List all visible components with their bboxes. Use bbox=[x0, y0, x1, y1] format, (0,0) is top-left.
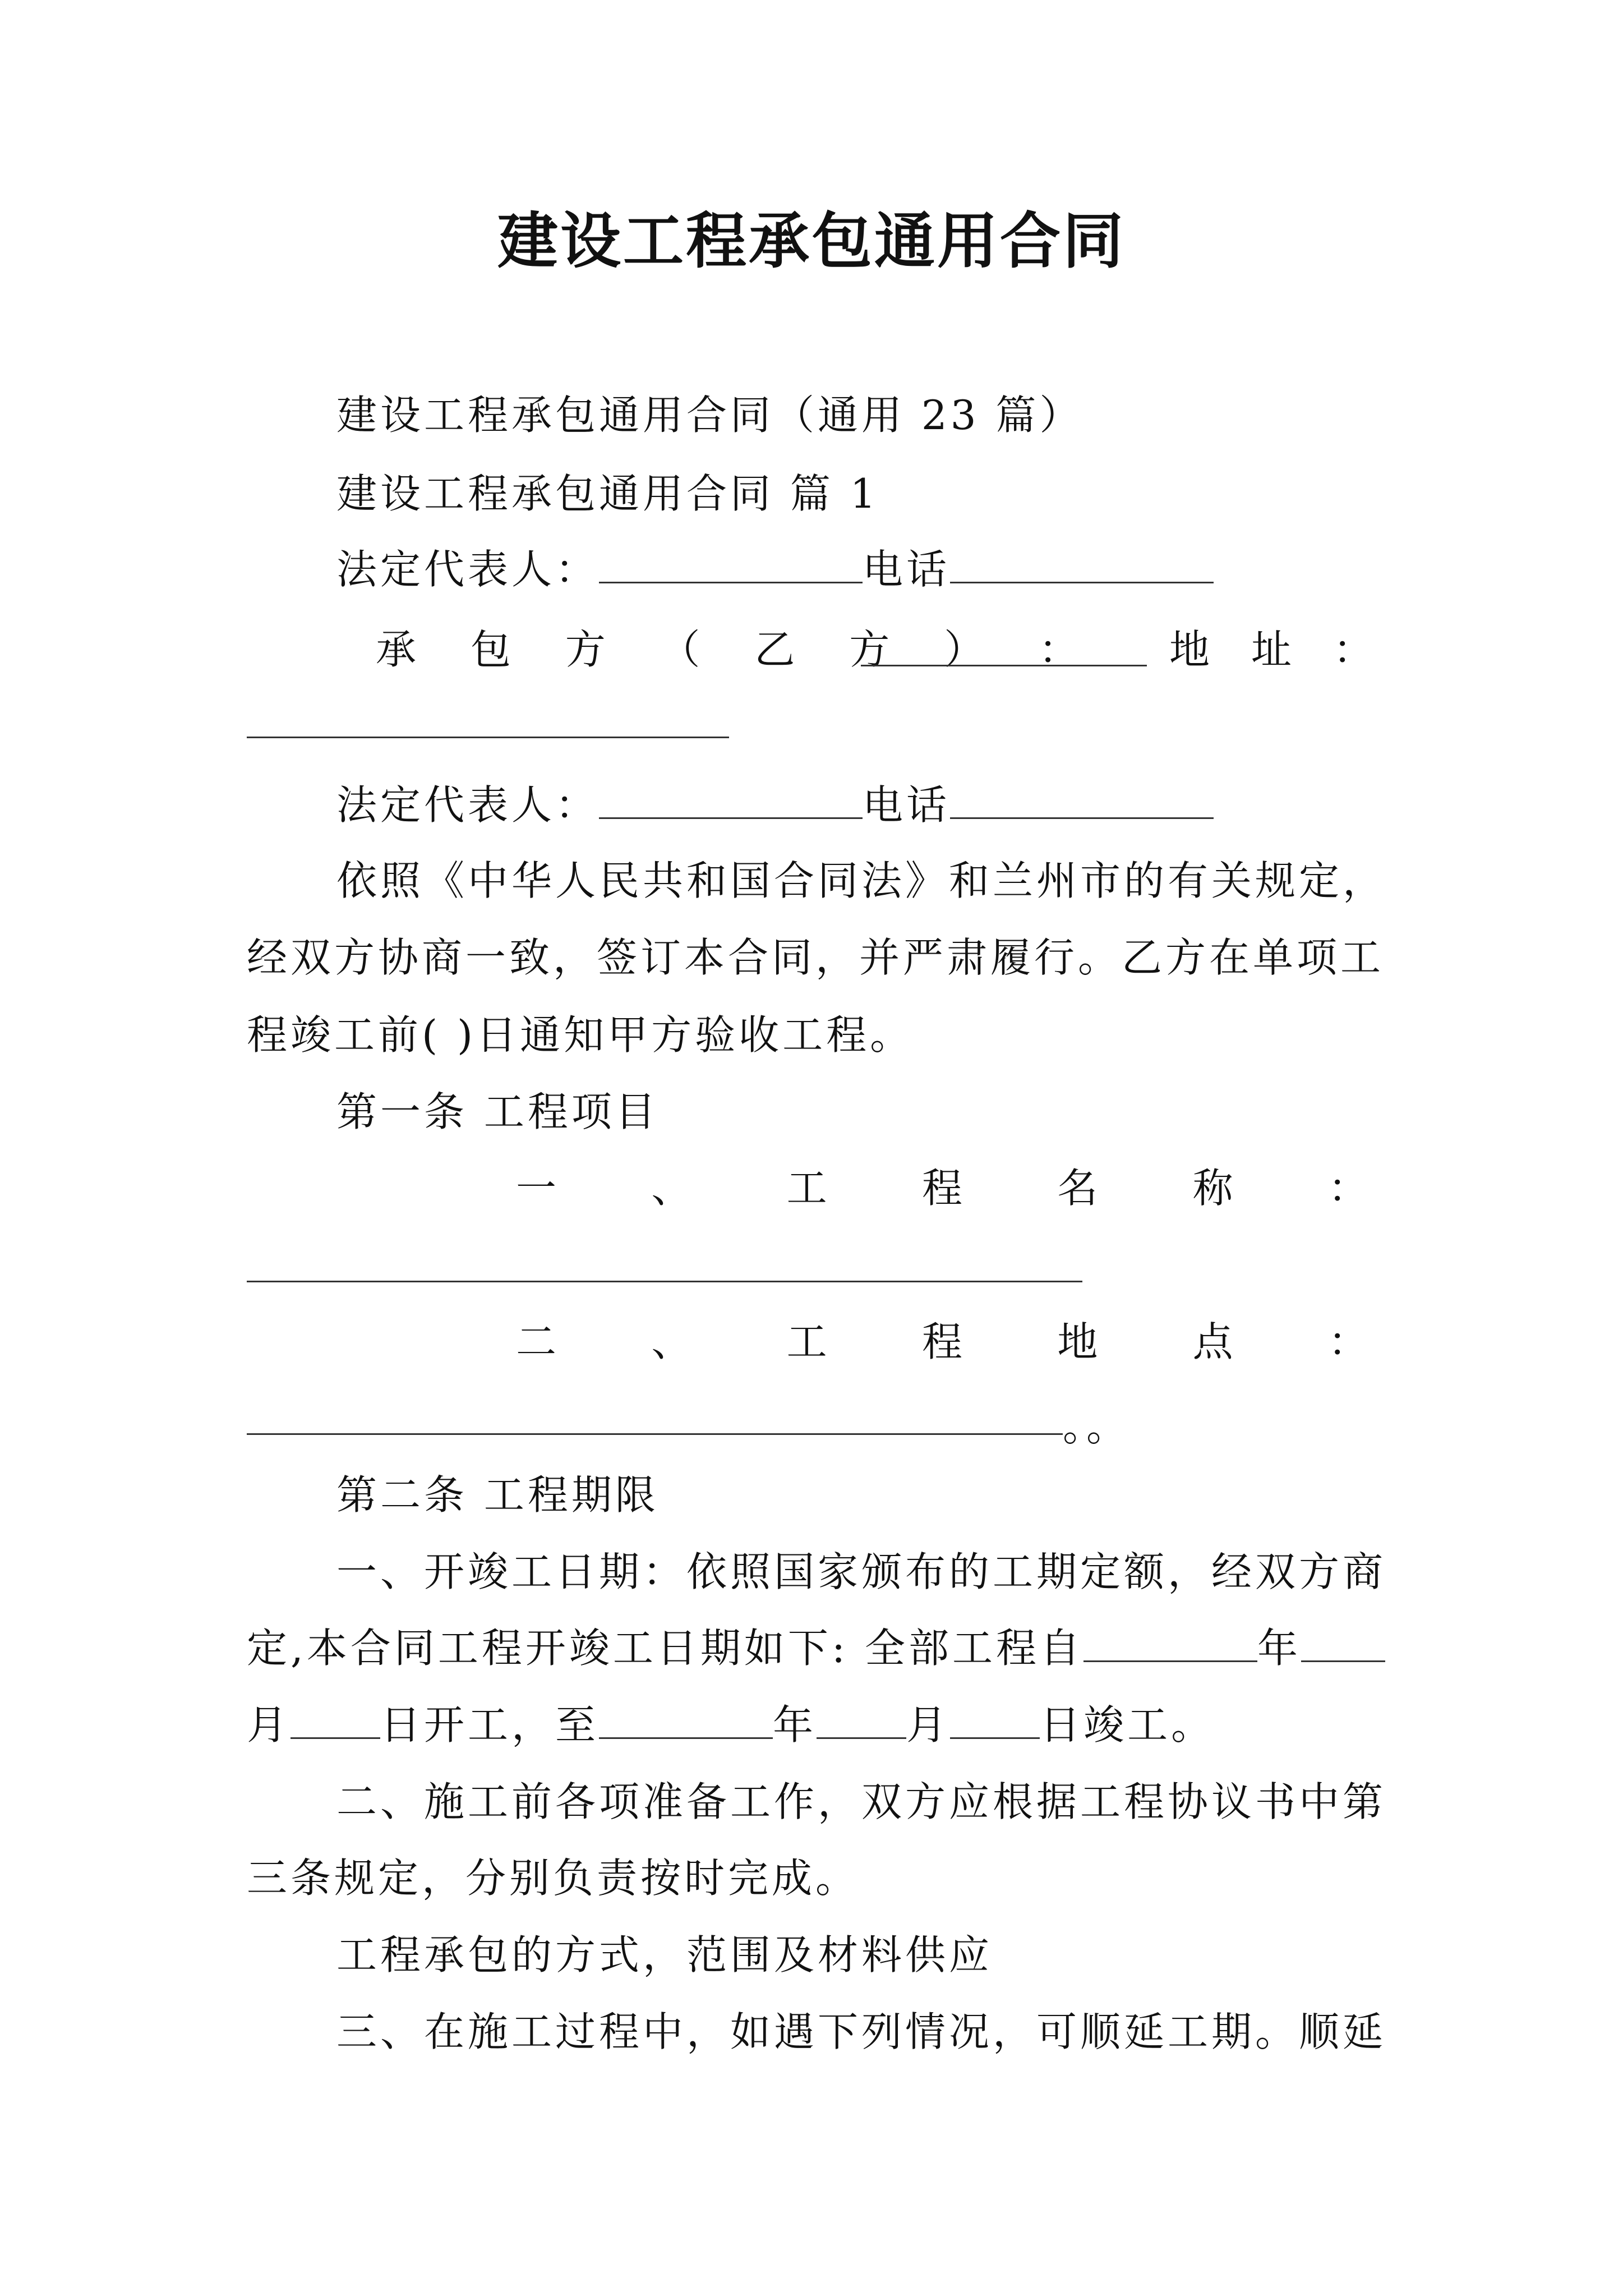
end-day-blank[interactable] bbox=[950, 1698, 1040, 1739]
project-location-label: 二 、 工 程 地 点 ： bbox=[516, 1318, 1368, 1365]
paragraph-3-line-2: 三条规定，分别负责按时完成。 bbox=[247, 1855, 860, 1902]
project-location-blank[interactable] bbox=[247, 1433, 1063, 1435]
address-blank[interactable] bbox=[247, 737, 729, 738]
end-year-blank[interactable] bbox=[599, 1698, 773, 1739]
article-1-heading: 第一条 工程项目 bbox=[336, 1088, 659, 1135]
location-tail: 。。 bbox=[1063, 1403, 1131, 1450]
part-heading: 建设工程承包通用合同 篇 1 bbox=[336, 470, 879, 517]
contractor-label: 承 包 方 （ 乙 方 ） ： bbox=[376, 626, 1082, 673]
scope-heading: 工程承包的方式，范围及材料供应 bbox=[336, 1931, 993, 1978]
paragraph-3-line-1: 二、施工前各项准备工作，双方应根据工程协议书中第 bbox=[336, 1778, 1387, 1825]
representative-blank[interactable] bbox=[599, 778, 863, 819]
document-title: 建设工程承包通用合同 bbox=[497, 206, 1126, 277]
paragraph-2-line-3: 月 日开工，至 年 月 日竣工。 bbox=[247, 1697, 1215, 1753]
project-name-label: 一 、 工 程 名 称 ： bbox=[516, 1165, 1368, 1212]
start-month-blank[interactable] bbox=[1301, 1621, 1385, 1662]
representative-line-2 bbox=[336, 777, 1214, 833]
start-day-blank[interactable] bbox=[291, 1698, 380, 1739]
paragraph-2-line-1: 一、开竣工日期：依照国家颁布的工期定额，经双方商 bbox=[336, 1548, 1387, 1595]
address-label: 地 址 ： bbox=[1169, 626, 1377, 673]
phone-label: 电话 bbox=[863, 781, 951, 829]
start-year-blank[interactable] bbox=[1083, 1621, 1257, 1662]
end-month-blank[interactable] bbox=[817, 1698, 906, 1739]
contractor-blank[interactable] bbox=[861, 665, 1147, 666]
paragraph-1-line-1: 依照《中华人民共和国合同法》和兰州市的有关规定， bbox=[336, 857, 1387, 904]
paragraph-1-line-2: 经双方协商一致，签订本合同，并严肃履行。乙方在单项工 bbox=[247, 934, 1385, 981]
phone-label: 电话 bbox=[863, 546, 951, 593]
paragraph-1-line-3: 程竣工前( )日通知甲方验收工程。 bbox=[247, 1011, 914, 1059]
project-name-blank[interactable] bbox=[247, 1281, 1082, 1282]
phone-blank[interactable] bbox=[950, 778, 1214, 819]
representative-label: 法定代表人： bbox=[336, 546, 600, 593]
subtitle: 建设工程承包通用合同（通用 23 篇） bbox=[336, 392, 1083, 439]
paragraph-4-line-1: 三、在施工过程中，如遇下列情况，可顺延工期。顺延 bbox=[336, 2008, 1387, 2055]
representative-blank[interactable] bbox=[599, 542, 863, 583]
phone-blank[interactable] bbox=[950, 542, 1214, 583]
paragraph-2-line-2: 定,本合同工程开竣工日期如下: 全部工程自 年 bbox=[247, 1620, 1385, 1676]
representative-label: 法定代表人： bbox=[336, 781, 600, 829]
representative-line-1 bbox=[336, 541, 1214, 597]
article-2-heading: 第二条 工程期限 bbox=[336, 1471, 659, 1519]
